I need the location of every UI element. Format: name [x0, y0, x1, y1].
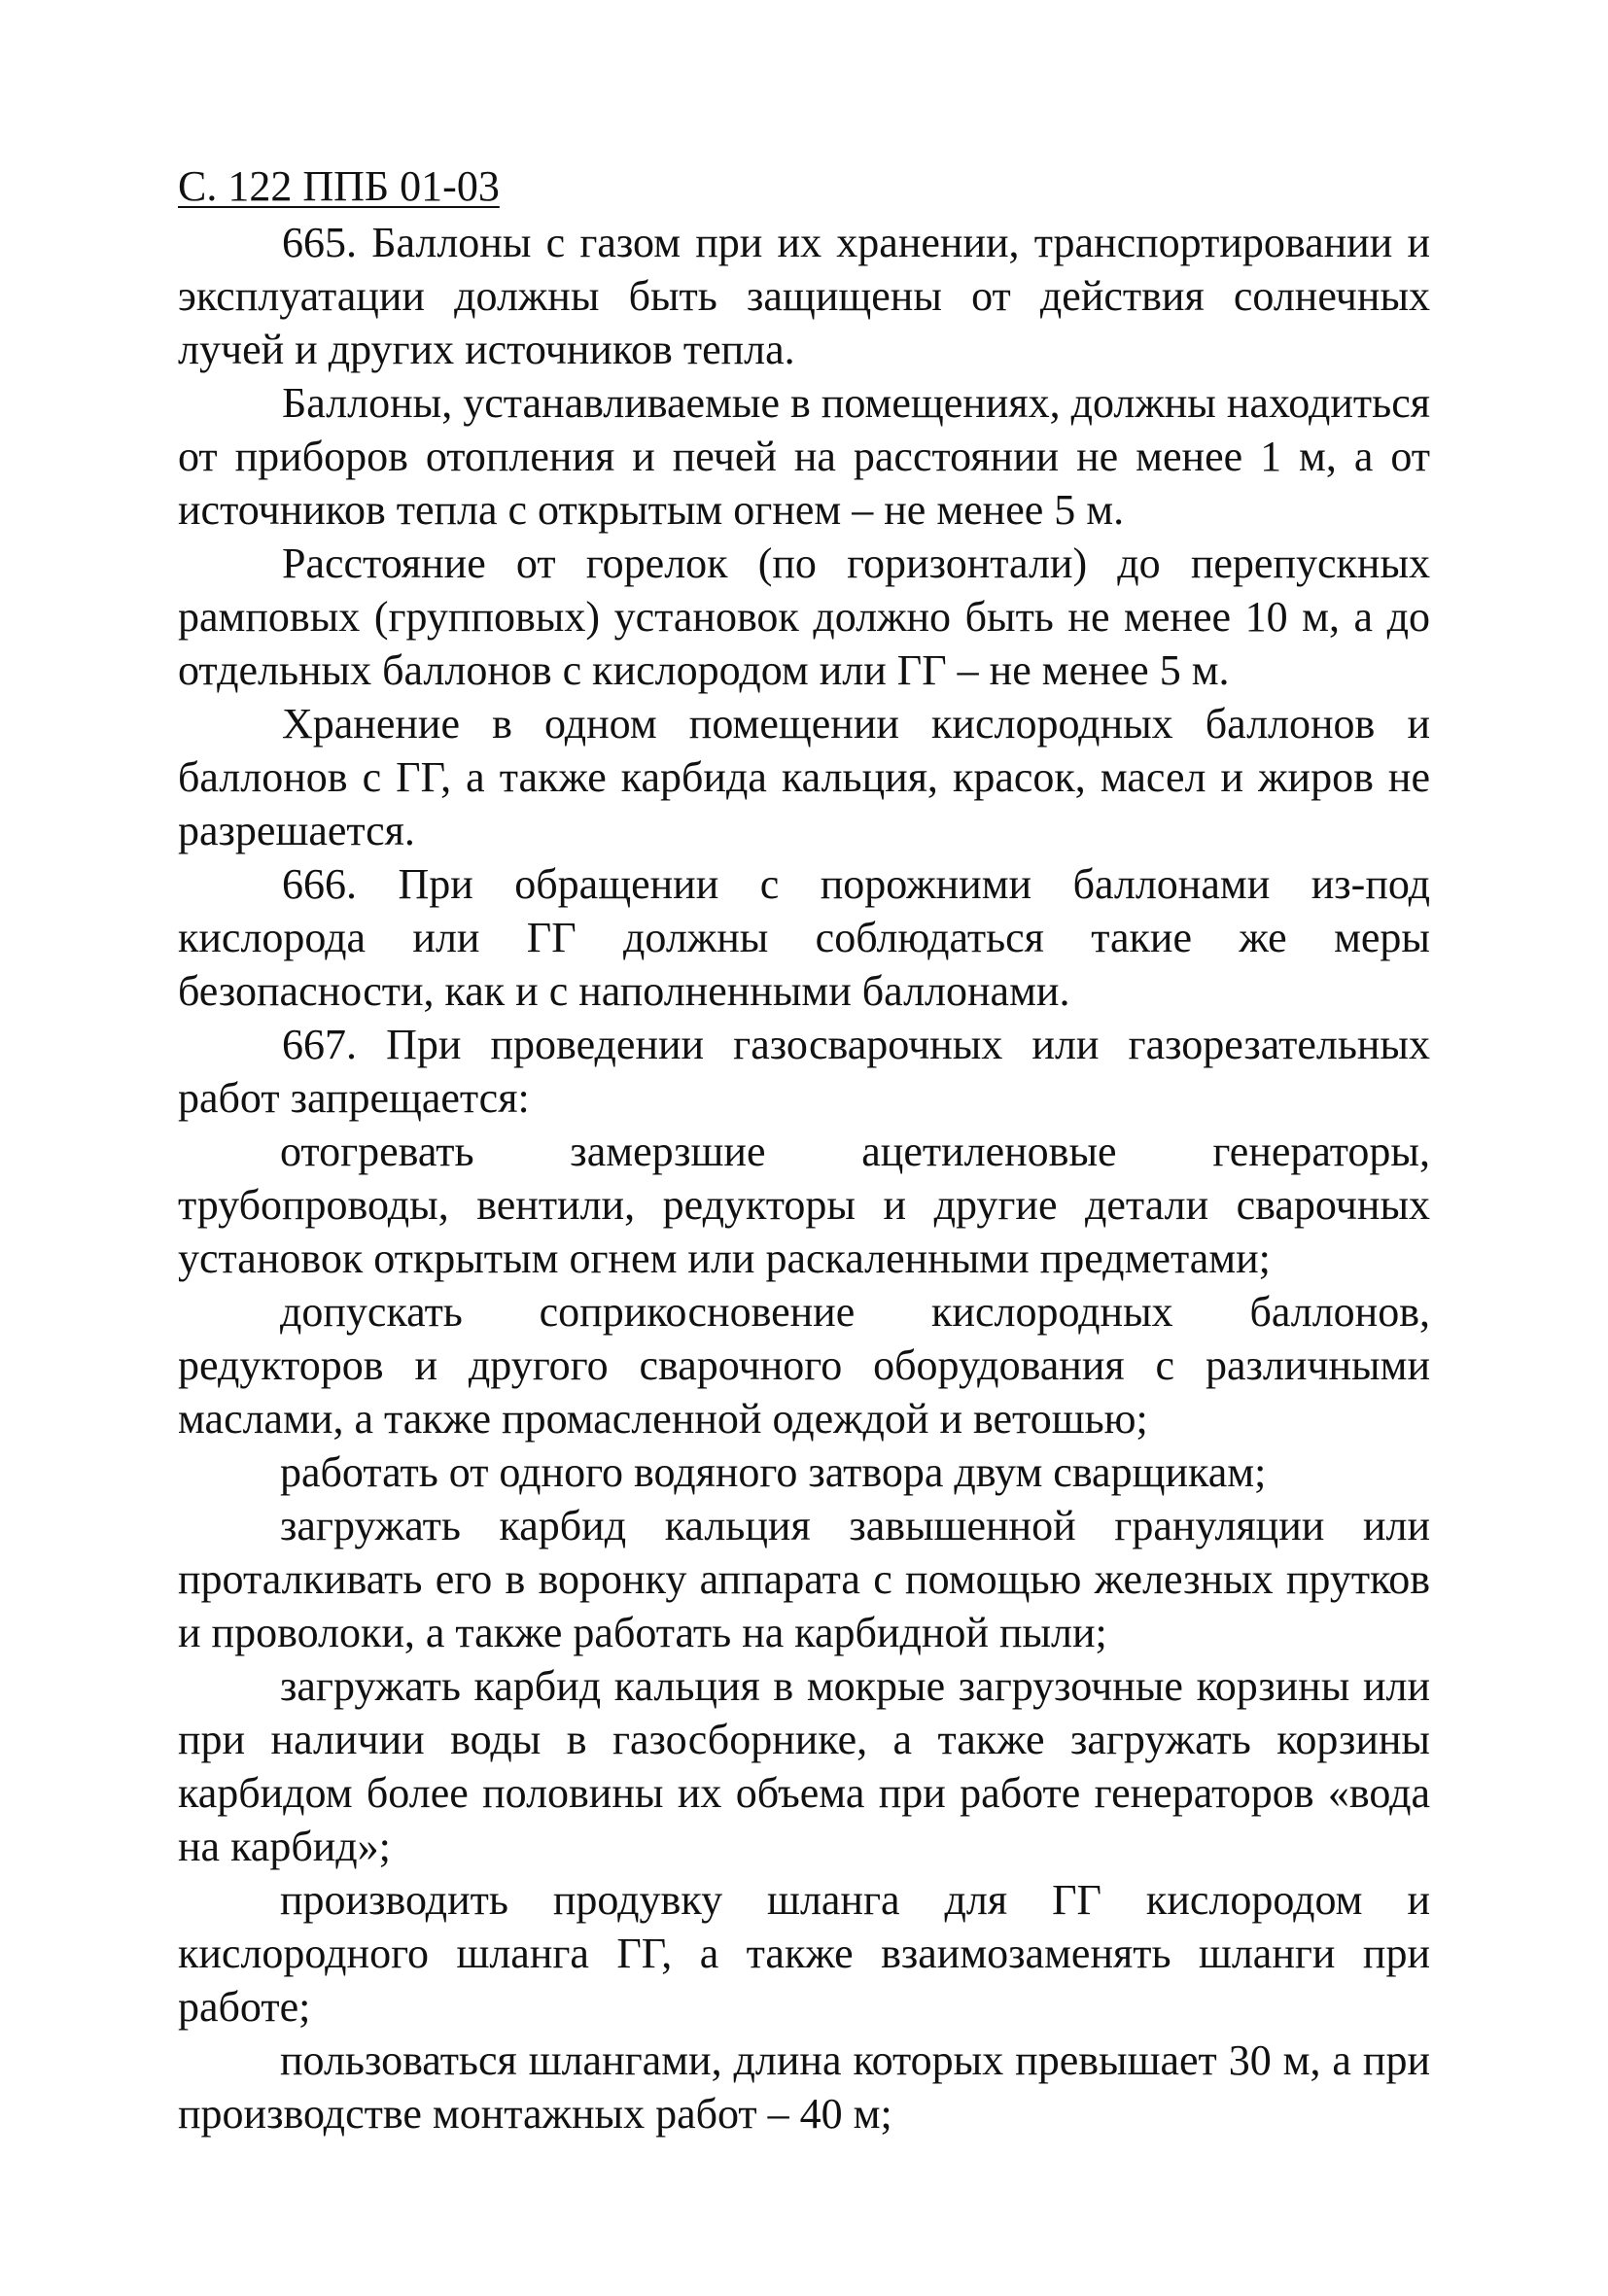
paragraph-665: 665. Баллоны с газом при их хранении, транспортировании и эксплуатации должны быть защищены от действия солнечных лучей и других источников тепла.	[178, 219, 1430, 373]
paragraph-burner-distance: Расстояние от горелок (по горизонтали) до перепускных рамповых (групповых) установок должно быть не менее 10 м, а до отдельных баллонов с кислородом или ГГ – не менее 5 м.	[178, 539, 1430, 694]
list-item: допускать соприкосновение кислородных баллонов, редукторов и другого сварочного оборудования с различными маслами, а также промасленной одеждой и ветошью;	[178, 1288, 1430, 1443]
document-body	[178, 216, 1430, 2140]
list-item: пользоваться шлангами, длина которых превышает 30 м, а при производстве монтажных работ – 40 м;	[178, 2036, 1430, 2138]
paragraph-667: 667. При проведении газосварочных или газорезательных работ запрещается:	[178, 1021, 1430, 1122]
list-item: загружать карбид кальция в мокрые загрузочные корзины или при наличии воды в газосборнике, а также загружать корзины карбидом более половины их объема при работе генераторов «вода на карбид»;	[178, 1662, 1430, 1870]
list-item: отогревать замерзшие ацетиленовые генераторы, трубопроводы, вентили, редукторы и другие детали сварочных установок открытым огнем или раскаленными предметами;	[178, 1128, 1430, 1282]
paragraph-666: 666. При обращении с порожними баллонами из-под кислорода или ГГ должны соблюдаться такие же меры безопасности, как и с наполненными баллонами.	[178, 860, 1430, 1015]
paragraph-storage-rule: Хранение в одном помещении кислородных баллонов и баллонов с ГГ, а также карбида кальция, красок, масел и жиров не разрешается.	[178, 700, 1430, 854]
list-item: работать от одного водяного затвора двум сварщикам;	[280, 1448, 1267, 1496]
paragraph-cylinders-placement: Баллоны, устанавливаемые в помещениях, должны находиться от приборов отопления и печей на расстоянии не менее 1 м, а от источников тепла с открытым огнем – не менее 5 м.	[178, 379, 1430, 534]
list-item: производить продувку шланга для ГГ кислородом и кислородного шланга ГГ, а также взаимозаменять шланги при работе;	[178, 1876, 1430, 2031]
page-header: С. 122 ППБ 01-03	[178, 162, 500, 210]
list-item: загружать карбид кальция завышенной грануляции или проталкивать его в воронку аппарата с помощью железных прутков и проволоки, а также работать на карбидной пыли;	[178, 1502, 1430, 1656]
